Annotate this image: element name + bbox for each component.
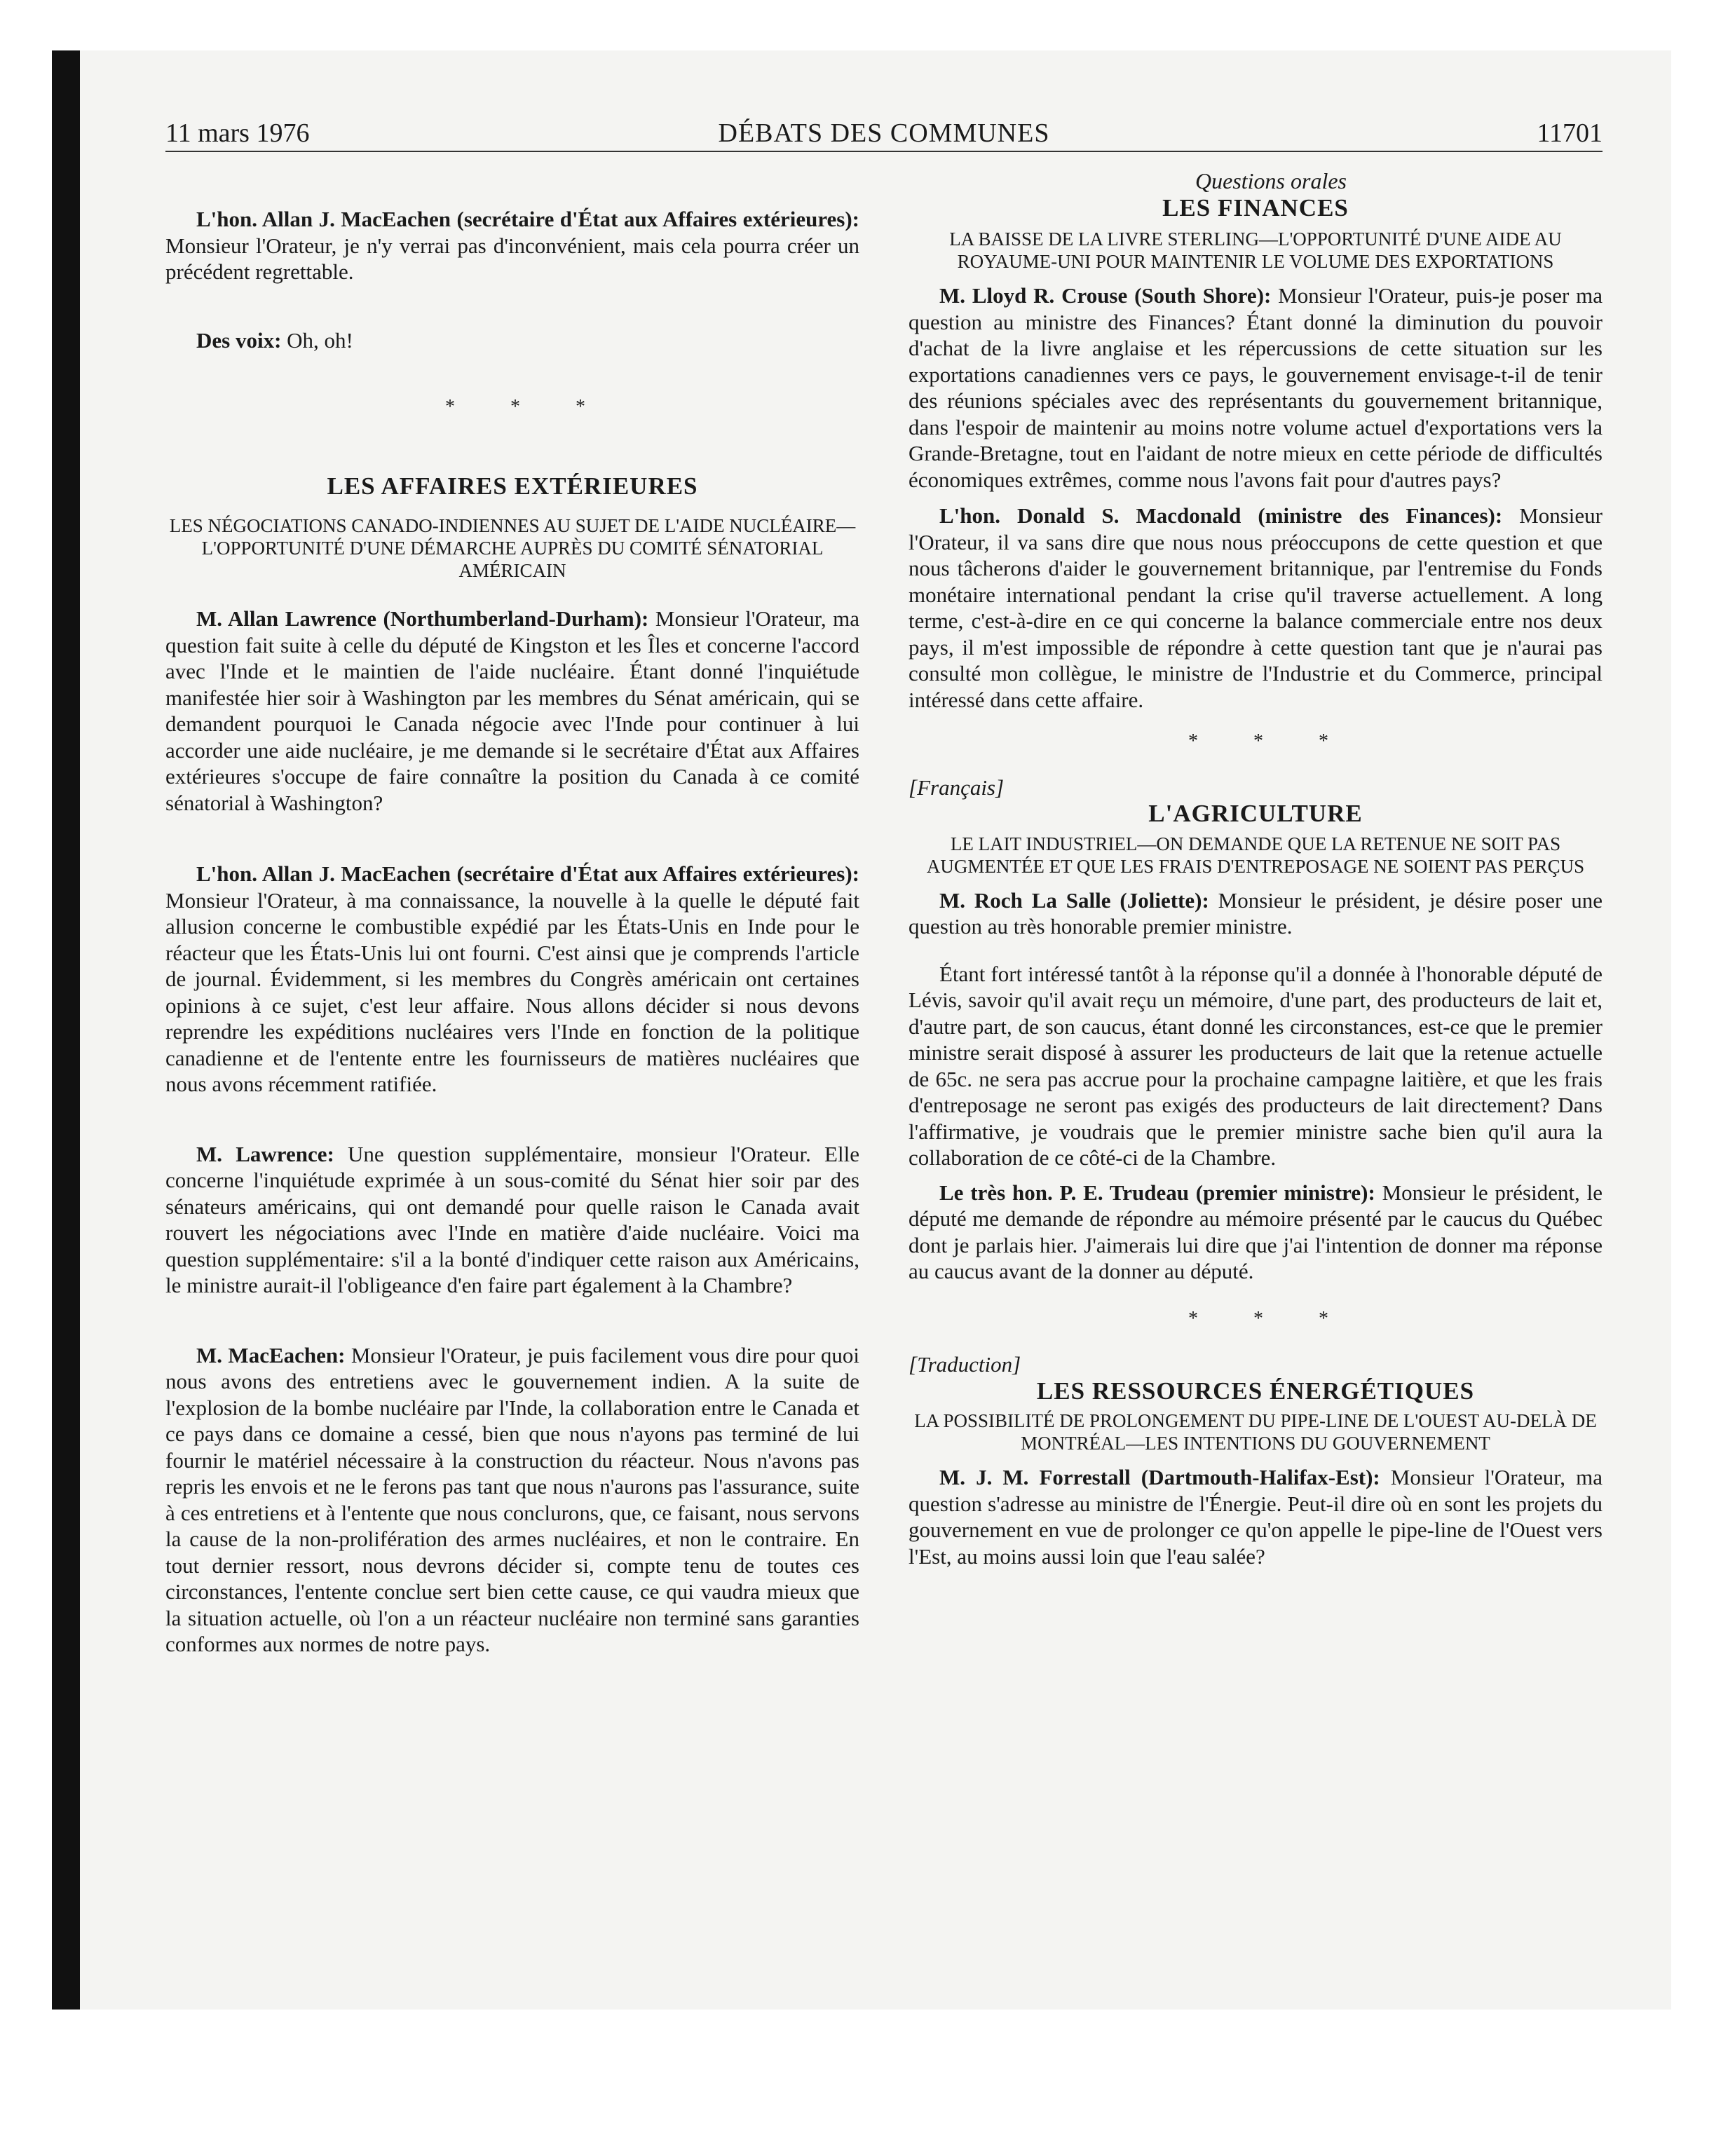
speech-paragraph — [909, 1464, 1603, 1569]
section-subtitle: LES NÉGOCIATIONS CANADO-INDIENNES AU SUJET DE L'AIDE NUCLÉAIRE—L'OPPORTUNITÉ D'UNE DÉMARCHE AUPRÈS DU COMITÉ SÉNATORIAL AMÉRICAIN — [169, 515, 856, 581]
speech-text: Monsieur l'Orateur, je puis facilement vous dire pour quoi nous avons des entretiens avec le gouvernement indien. A la suite de l'explosion de la bombe nucléaire par l'Inde, la collaboration entre le Canada et ce pays dans ce domaine a cessé, bien que nous n'ayons pas terminé de lui fournir le matériel nécessaire à la construction du réacteur. Nous n'avons pas repris les envois et ne le ferons pas tant que nous n'aurons pas l'assurance, suite à ces entretiens et à l'entente que nous conclurons, que, ce faisant, nous servons la cause de la non-prolifération des armes nucléaires, et non le contraire. En tout dernier ressort, nous devrons décider si, compte tenu de toutes ces circonstances, l'entente conclue sert bien cette cause, ce qui vaudra mieux que la situation actuelle, où l'on a un réacteur nucléaire non terminé sans garanties conformes aux normes de notre pays. — [165, 1342, 859, 1656]
speaker-name: L'hon. Allan J. MacEachen (secrétaire d'État aux Affaires extérieures): — [196, 207, 859, 231]
speaker-name: M. MacEachen: — [196, 1342, 346, 1367]
speech-text: Monsieur l'Orateur, il va sans dire que nous nous préoccupons de cette question et que nous tâcherons d'aider le gouvernement britannique, par l'entremise du Fonds monétaire international pendant la crise qu'il traverse actuellement. A long terme, c'est-à-dire en ce qui concerne la balance commerciale entre nos deux pays, il m'est impossible de répondre à cette question tant que je n'aurai pas consulté mon collègue, le ministre de l'Industrie et du Commerce, principal intéressé dans cette affaire. — [909, 503, 1603, 712]
scan-border — [52, 50, 80, 2010]
section-title: LES FINANCES — [1162, 193, 1349, 221]
speaker-name: Le très hon. P. E. Trudeau (premier ministre): — [939, 1180, 1375, 1205]
speaker-name: L'hon. Allan J. MacEachen (secrétaire d'État aux Affaires extérieures): — [196, 861, 859, 886]
section-subtitle: LE LAIT INDUSTRIEL—ON DEMANDE QUE LA RETENUE NE SOIT PAS AUGMENTÉE ET QUE LES FRAIS D'ENTREPOSAGE NE SOIENT PAS PERÇUS — [926, 833, 1585, 877]
section-separator: * * * — [1188, 730, 1354, 752]
speech-paragraph — [165, 327, 859, 354]
speaker-name: M. Lloyd R. Crouse (South Shore): — [939, 283, 1272, 308]
speaker-name: M. Allan Lawrence (Northumberland-Durham): — [196, 606, 649, 631]
running-head: Questions orales — [1195, 168, 1347, 193]
speech-text: Monsieur le président, je désire poser une question au très honorable premier ministre. — [909, 887, 1603, 939]
section-title: LES RESSOURCES ÉNERGÉTIQUES — [1036, 1377, 1475, 1405]
language-note: [Traduction] — [909, 1352, 1021, 1377]
header-title: DÉBATS DES COMMUNES — [718, 118, 1050, 148]
speaker-name: M. Roch La Salle (Joliette): — [939, 887, 1209, 913]
speech-paragraph — [165, 861, 859, 1098]
speaker-name: M. Lawrence: — [196, 1141, 334, 1166]
header-rule — [165, 151, 1603, 152]
section-subtitle: LA BAISSE DE LA LIVRE STERLING—L'OPPORTUNITÉ D'UNE AIDE AU ROYAUME-UNI POUR MAINTENIR LE VOLUME DES EXPORTATIONS — [949, 228, 1562, 272]
page-header — [165, 118, 1603, 153]
speaker-name: M. J. M. Forrestall (Dartmouth-Halifax-Est): — [939, 1465, 1380, 1489]
speech-paragraph — [909, 1180, 1603, 1285]
speech-text: Monsieur l'Orateur, je n'y verrai pas d'inconvénient, mais cela pourra créer un précédent regrettable. — [165, 233, 859, 284]
left-column — [165, 168, 859, 1658]
section-title: LES AFFAIRES EXTÉRIEURES — [327, 472, 698, 500]
speech-paragraph — [909, 282, 1603, 493]
speech-text: Monsieur l'Orateur, à ma connaissance, la nouvelle à la quelle le député fait allusion concerne le combustible expédié par les États-Unis en Inde pour le réacteur que les États-Unis lui ont fourni. C'est ainsi que je comprends l'article de journal. Évidemment, si les membres du Congrès américain ont certaines opinions à ce sujet, c'est leur affaire. Nous allons décider si nous devons reprendre les expéditions nucléaires vers l'Inde en fonction de la politique canadienne et de l'entente entre les fournisseurs de matières nucléaires que nous avons récemment ratifiée. — [165, 887, 859, 1096]
speech-paragraph: Étant fort intéressé tantôt à la réponse qu'il a donnée à l'honorable député de Lévis, savoir qu'il avait reçu un mémoire, d'une part, des producteurs de lait et, d'autre part, de son caucus, étant donné les circonstances, est-ce que le premier ministre serait disposé à assurer les producteurs de lait que la retenue actuelle de 65c. ne sera pas accrue pour la prochaine campagne laitière, et que les frais d'entreposage ne seront pas exigés des producteurs de lait directement? Dans l'affirmative, je voudrais que le premier ministre sache bien qu'il aura la collaboration de ce côté-ci de la Chambre. — [909, 961, 1603, 1170]
speech-text: Oh, oh! — [281, 327, 353, 353]
section-subtitle: LA POSSIBILITÉ DE PROLONGEMENT DU PIPE-LINE DE L'OUEST AU-DELÀ DE MONTRÉAL—LES INTENTIONS DU GOUVERNEMENT — [914, 1410, 1597, 1454]
speech-paragraph — [165, 1342, 859, 1658]
header-date: 11 mars 1976 — [165, 118, 310, 148]
right-column — [909, 168, 1603, 1569]
speech-paragraph — [165, 206, 859, 285]
speaker-name: Des voix: — [196, 327, 282, 353]
section-separator: * * * — [445, 396, 611, 418]
speech-text: Monsieur l'Orateur, ma question fait suite à celle du député de Kingston et les Îles et concerne l'accord avec l'Inde et le maintien de l'aide nucléaire. Étant donné l'inquiétude manifestée hier soir à Washington par les membres du Sénat américain, qui se demandent pourquoi le Canada négocie avec l'Inde pour continuer à lui accorder une aide nucléaire, je me demande si le secrétaire d'État aux Affaires extérieures s'occupe de faire connaître la position du Canada à ce comité sénatorial à Washington? — [165, 606, 859, 815]
speech-text: Monsieur l'Orateur, puis-je poser ma question au ministre des Finances? Étant donné la diminution du pouvoir d'achat de la livre anglaise et les répercussions de cette situation sur les exportations canadiennes vers ce pays, le gouvernement envisage-t-il de tenir des réunions spéciales avec des représentants du gouvernement britannique, dans l'espoir de maintenir au moins notre volume actuel d'exportations vers la Grande-Bretagne, tout en l'aidant de notre mieux en cette période de difficultés économiques extrêmes, comme nous l'avons fait pour d'autres pays? — [909, 283, 1603, 492]
speech-paragraph — [909, 887, 1603, 940]
speech-paragraph — [165, 606, 859, 816]
speech-text: Monsieur le président, le député me demande de répondre au mémoire présenté par le caucus du Québec dont je parlais hier. J'aimerais lui dire que j'ai l'intention de donner ma réponse au caucus avant de la donner au député. — [909, 1180, 1603, 1283]
speaker-name: L'hon. Donald S. Macdonald (ministre des Finances): — [939, 503, 1503, 528]
speech-paragraph — [165, 1141, 859, 1299]
language-note: [Français] — [909, 775, 1005, 800]
header-page-number: 11701 — [1537, 118, 1603, 148]
section-separator: * * * — [1188, 1307, 1354, 1330]
section-title: L'AGRICULTURE — [1148, 800, 1363, 827]
speech-paragraph — [909, 503, 1603, 713]
speech-text: Une question supplémentaire, monsieur l'Orateur. Elle concerne l'inquiétude exprimée à un sous-comité du Sénat hier soir par des sénateurs américains, qui ont demandé pour quelle raison le Canada avait rouvert les négociations avec l'Inde en matière d'aide nucléaire. Voici ma question supplémentaire: s'il a la bonté d'indiquer cette raison aux Américains, le ministre aurait-il l'obligeance d'en faire part également à la Chambre? — [165, 1141, 859, 1297]
speech-text: Monsieur l'Orateur, ma question s'adresse au ministre de l'Énergie. Peut-il dire où en sont les projets du gouvernement en vue de prolonger ce qu'on appelle le pipe-line de l'Ouest vers l'Est, au moins aussi loin que l'eau salée? — [909, 1465, 1603, 1569]
